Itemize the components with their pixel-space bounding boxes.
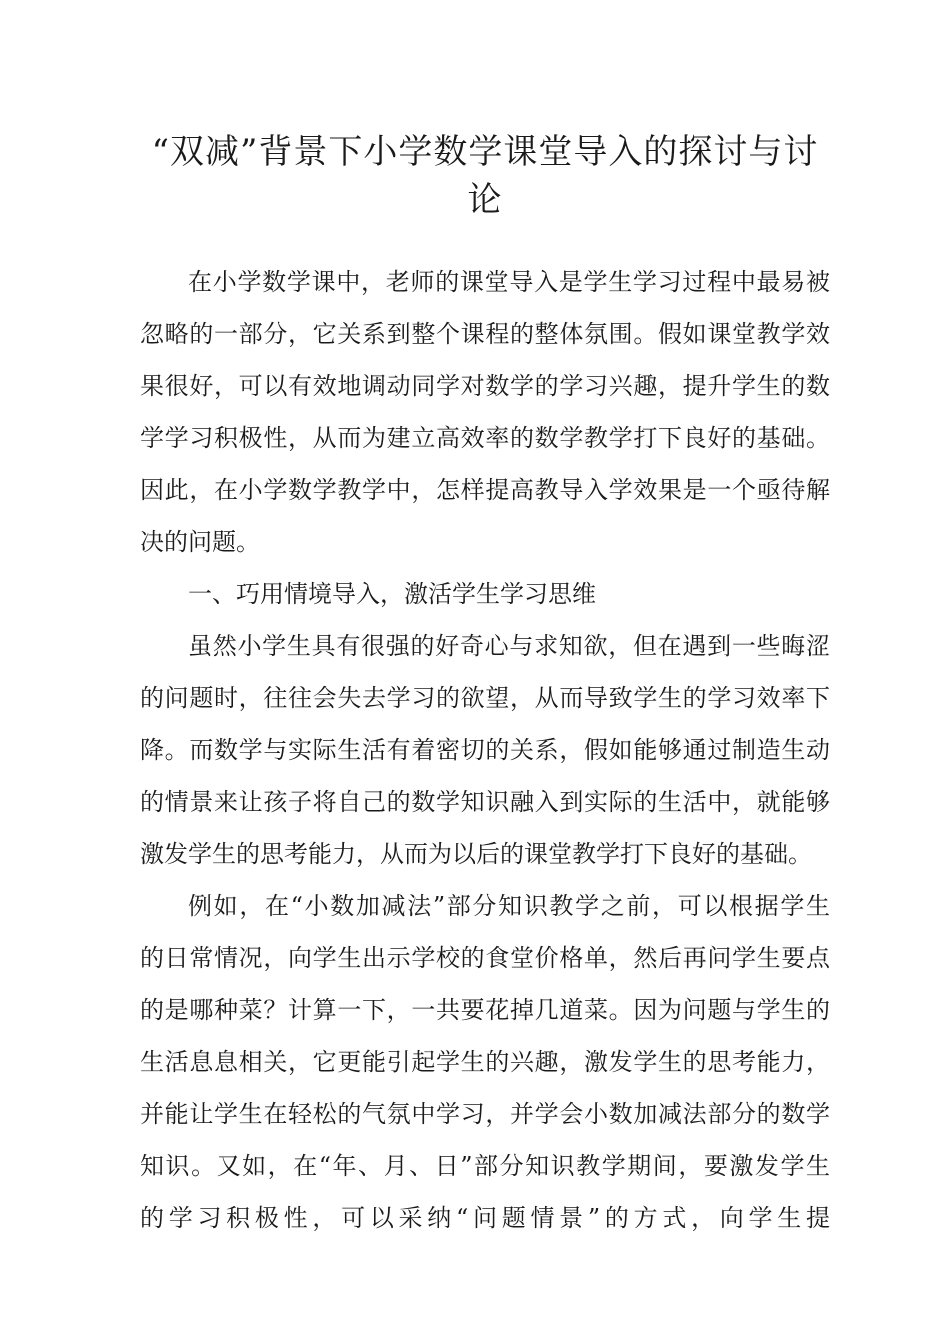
paragraph-1-line-4: 学学习积极性，从而为建立高效率的数学教学打下良好的基础。 bbox=[140, 424, 830, 452]
paragraph-3-line-3: 的是哪种菜？计算一下，一共要花掉几道菜。因为问题与学生的 bbox=[140, 996, 830, 1024]
paragraph-1-line-5: 因此，在小学数学教学中，怎样提高教导入学效果是一个亟待解 bbox=[140, 476, 830, 504]
paragraph-1-line-6: 决的问题。 bbox=[140, 528, 260, 556]
paragraph-2-line-1: 虽然小学生具有很强的好奇心与求知欲，但在遇到一些晦涩 bbox=[188, 632, 830, 660]
paragraph-1-line-2: 忽略的一部分，它关系到整个课程的整体氛围。假如课堂教学效 bbox=[140, 320, 830, 348]
document-title: “双减”背景下小学数学课堂导入的探讨与讨论 bbox=[151, 132, 819, 220]
section-heading-1: 一、巧用情境导入，激活学生学习思维 bbox=[188, 580, 596, 608]
paragraph-3-line-4: 生活息息相关，它更能引起学生的兴趣，激发学生的思考能力， bbox=[140, 1048, 830, 1076]
paragraph-2-line-5: 激发学生的思考能力，从而为以后的课堂教学打下良好的基础。 bbox=[140, 840, 812, 868]
paragraph-1-line-3: 果很好，可以有效地调动同学对数学的学习兴趣，提升学生的数 bbox=[140, 372, 830, 400]
paragraph-3-line-1: 例如，在“小数加减法”部分知识教学之前，可以根据学生 bbox=[188, 892, 830, 920]
paragraph-3-line-7: 的学习积极性，可以采纳“问题情景”的方式，向学生提 bbox=[140, 1204, 830, 1232]
paragraph-2-line-4: 的情景来让孩子将自己的数学知识融入到实际的生活中，就能够 bbox=[140, 788, 830, 816]
paragraph-3-line-6: 知识。又如，在“年、月、日”部分知识教学期间，要激发学生 bbox=[140, 1152, 830, 1180]
paragraph-3-line-5: 并能让学生在轻松的气氛中学习，并学会小数加减法部分的数学 bbox=[140, 1100, 830, 1128]
paragraph-2-line-3: 降。而数学与实际生活有着密切的关系，假如能够通过制造生动 bbox=[140, 736, 830, 764]
paragraph-3-line-2: 的日常情况，向学生出示学校的食堂价格单，然后再问学生要点 bbox=[140, 944, 830, 972]
paragraph-1-line-1: 在小学数学课中，老师的课堂导入是学生学习过程中最易被 bbox=[188, 268, 830, 296]
paragraph-2-line-2: 的问题时，往往会失去学习的欲望，从而导致学生的学习效率下 bbox=[140, 684, 830, 712]
